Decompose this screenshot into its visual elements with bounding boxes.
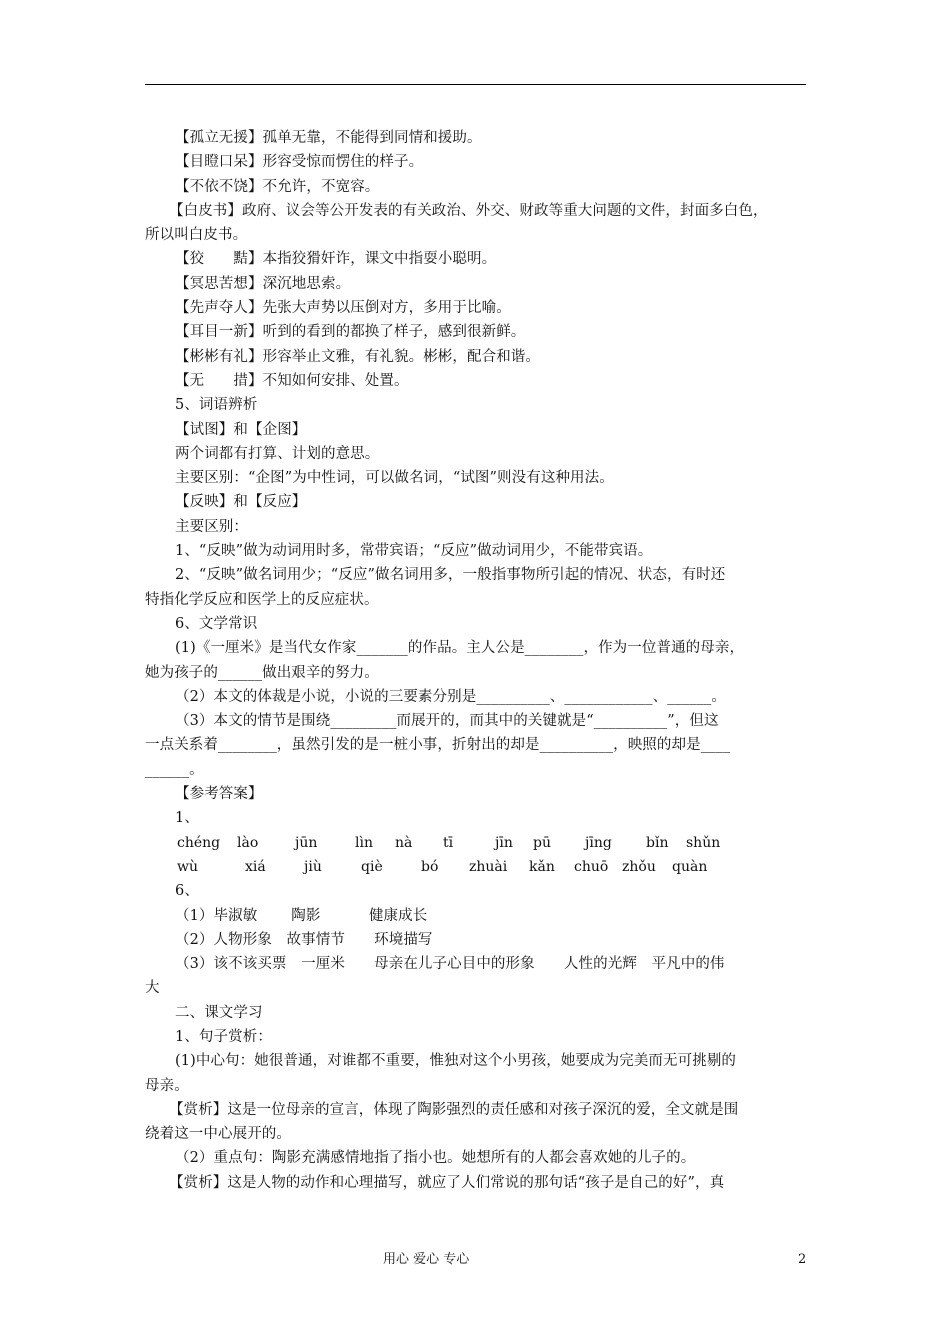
text-line: 特指化学反应和医学上的反应症状。 <box>145 591 379 608</box>
text-line: 大 <box>145 980 160 997</box>
section-heading: 6、文学常识 <box>175 615 258 632</box>
text-line: 【白皮书】政府、议会等公开发表的有关政治、外交、财政等重大问题的文件，封面多白色， <box>169 202 768 219</box>
pinyin-word: chéng <box>177 834 221 851</box>
pinyin-word: bǐn <box>646 834 669 851</box>
text-line: 1、“反映”做为动词用时多，常带宾语；“反应”做动词用少，不能带宾语。 <box>175 543 653 560</box>
text-line: 【反映】和【反应】 <box>175 494 307 511</box>
pinyin-word: zhǒu <box>622 858 656 875</box>
text-line: 2、“反映”做名词用少；“反应”做名词用多，一般指事物所引起的情况、状态，有时还 <box>175 567 726 584</box>
page-number: 2 <box>798 1252 807 1267</box>
text-line: （1）毕淑敏 陶影 健康成长 <box>175 907 428 924</box>
text-line: 母亲。 <box>145 1077 189 1094</box>
text-line: 1、句子赏析： <box>175 1028 272 1045</box>
pinyin-word: xiá <box>245 858 266 875</box>
text-line: 6、 <box>175 883 199 900</box>
text-line: 【先声夺人】先张大声势以压倒对方，多用于比喻。 <box>175 300 511 317</box>
text-line: 【目瞪口呆】形容受惊而愣住的样子。 <box>175 154 424 171</box>
text-line: 【赏析】这是一位母亲的宣言，体现了陶影强烈的责任感和对孩子深沉的爱，全文就是围 <box>169 1101 739 1118</box>
header-rule <box>145 84 806 85</box>
text-line: （2）本文的体裁是小说，小说的三要素分别是__________、____________、______。 <box>175 688 726 705</box>
section-heading: 二、课文学习 <box>175 1004 263 1021</box>
pinyin-word: jīn <box>495 834 513 851</box>
pinyin-word: lìn <box>355 834 373 851</box>
pinyin-word: quàn <box>672 858 708 875</box>
text-line: (1)中心句：她很普通，对谁都不重要，惟独对这个小男孩，她要成为完美而无可挑剔的 <box>175 1053 737 1070</box>
pinyin-row <box>145 855 807 879</box>
text-line: （2）人物形象 故事情节 环境描写 <box>175 931 433 948</box>
pinyin-word: wù <box>177 858 198 875</box>
pinyin-row <box>145 831 807 855</box>
pinyin-word: jūn <box>295 834 318 851</box>
footer-text: 用心 爱心 专心 <box>383 1252 470 1267</box>
text-line: 一点关系着________，虽然引发的是一桩小事，折射出的却是__________，映照的却是____ <box>145 737 731 754</box>
pinyin-word: pū <box>533 834 551 851</box>
text-line: 她为孩子的______做出艰辛的努力。 <box>145 664 379 681</box>
text-line: 【无 措】不知如何安排、处置。 <box>175 372 409 389</box>
text-line: 主要区别： <box>175 518 248 535</box>
section-heading: 【参考答案】 <box>175 786 263 803</box>
text-line: (1)《一厘米》是当代女作家_______的作品。主人公是________，作为一位普通的母亲， <box>175 640 745 657</box>
text-line: （3）本文的情节是围绕_________而展开的，而其中的关键就是“__________”，但这 <box>175 713 719 730</box>
pinyin-word: nà <box>395 834 413 851</box>
text-line: 绕着这一中心展开的。 <box>145 1126 291 1143</box>
text-line: 【彬彬有礼】形容举止文雅，有礼貌。彬彬，配合和谐。 <box>175 348 540 365</box>
section-heading: 5、词语辨析 <box>175 397 258 414</box>
text-line: 【冥思苦想】深沉地思索。 <box>175 275 351 292</box>
text-line: 【孤立无援】孤单无靠，不能得到同情和援助。 <box>175 130 482 146</box>
text-line: 【狡 黠】本指狡猾奸诈，课文中指耍小聪明。 <box>175 251 497 268</box>
pinyin-word: shǔn <box>686 834 721 851</box>
pinyin-word: tī <box>443 834 454 851</box>
text-line: 所以叫白皮书。 <box>145 227 248 244</box>
pinyin-word: kǎn <box>529 858 555 875</box>
text-line: 【耳目一新】听到的看到的都换了样子，感到很新鲜。 <box>175 324 526 341</box>
text-line: （2）重点句：陶影充满感情地指了指小也。她想所有的人都会喜欢她的儿子的。 <box>175 1150 696 1167</box>
pinyin-word: jīng <box>585 834 612 851</box>
pinyin-word: bó <box>421 858 439 875</box>
pinyin-word: lào <box>237 834 259 851</box>
pinyin-word: qiè <box>361 858 383 875</box>
text-line: （3）该不该买票 一厘米 母亲在儿子心目中的形象 人性的光辉 平凡中的伟 <box>175 956 725 973</box>
text-line: 【试图】和【企图】 <box>175 421 307 438</box>
text-line: 【赏析】这是人物的动作和心理描写，就应了人们常说的那句话“孩子是自己的好”，真 <box>169 1174 725 1191</box>
text-line: 主要区别：“企图”为中性词，可以做名词，“试图”则没有这种用法。 <box>175 470 614 487</box>
body-text <box>145 126 807 1195</box>
text-line: ______。 <box>145 761 204 778</box>
text-line: 【不依不饶】不允许，不宽容。 <box>175 178 380 195</box>
text-line: 1、 <box>175 810 199 827</box>
text-line: 两个词都有打算、计划的意思。 <box>175 445 380 462</box>
pinyin-word: chuō <box>574 858 609 875</box>
pinyin-word: jiù <box>304 858 322 875</box>
pinyin-word: zhuài <box>469 858 508 875</box>
